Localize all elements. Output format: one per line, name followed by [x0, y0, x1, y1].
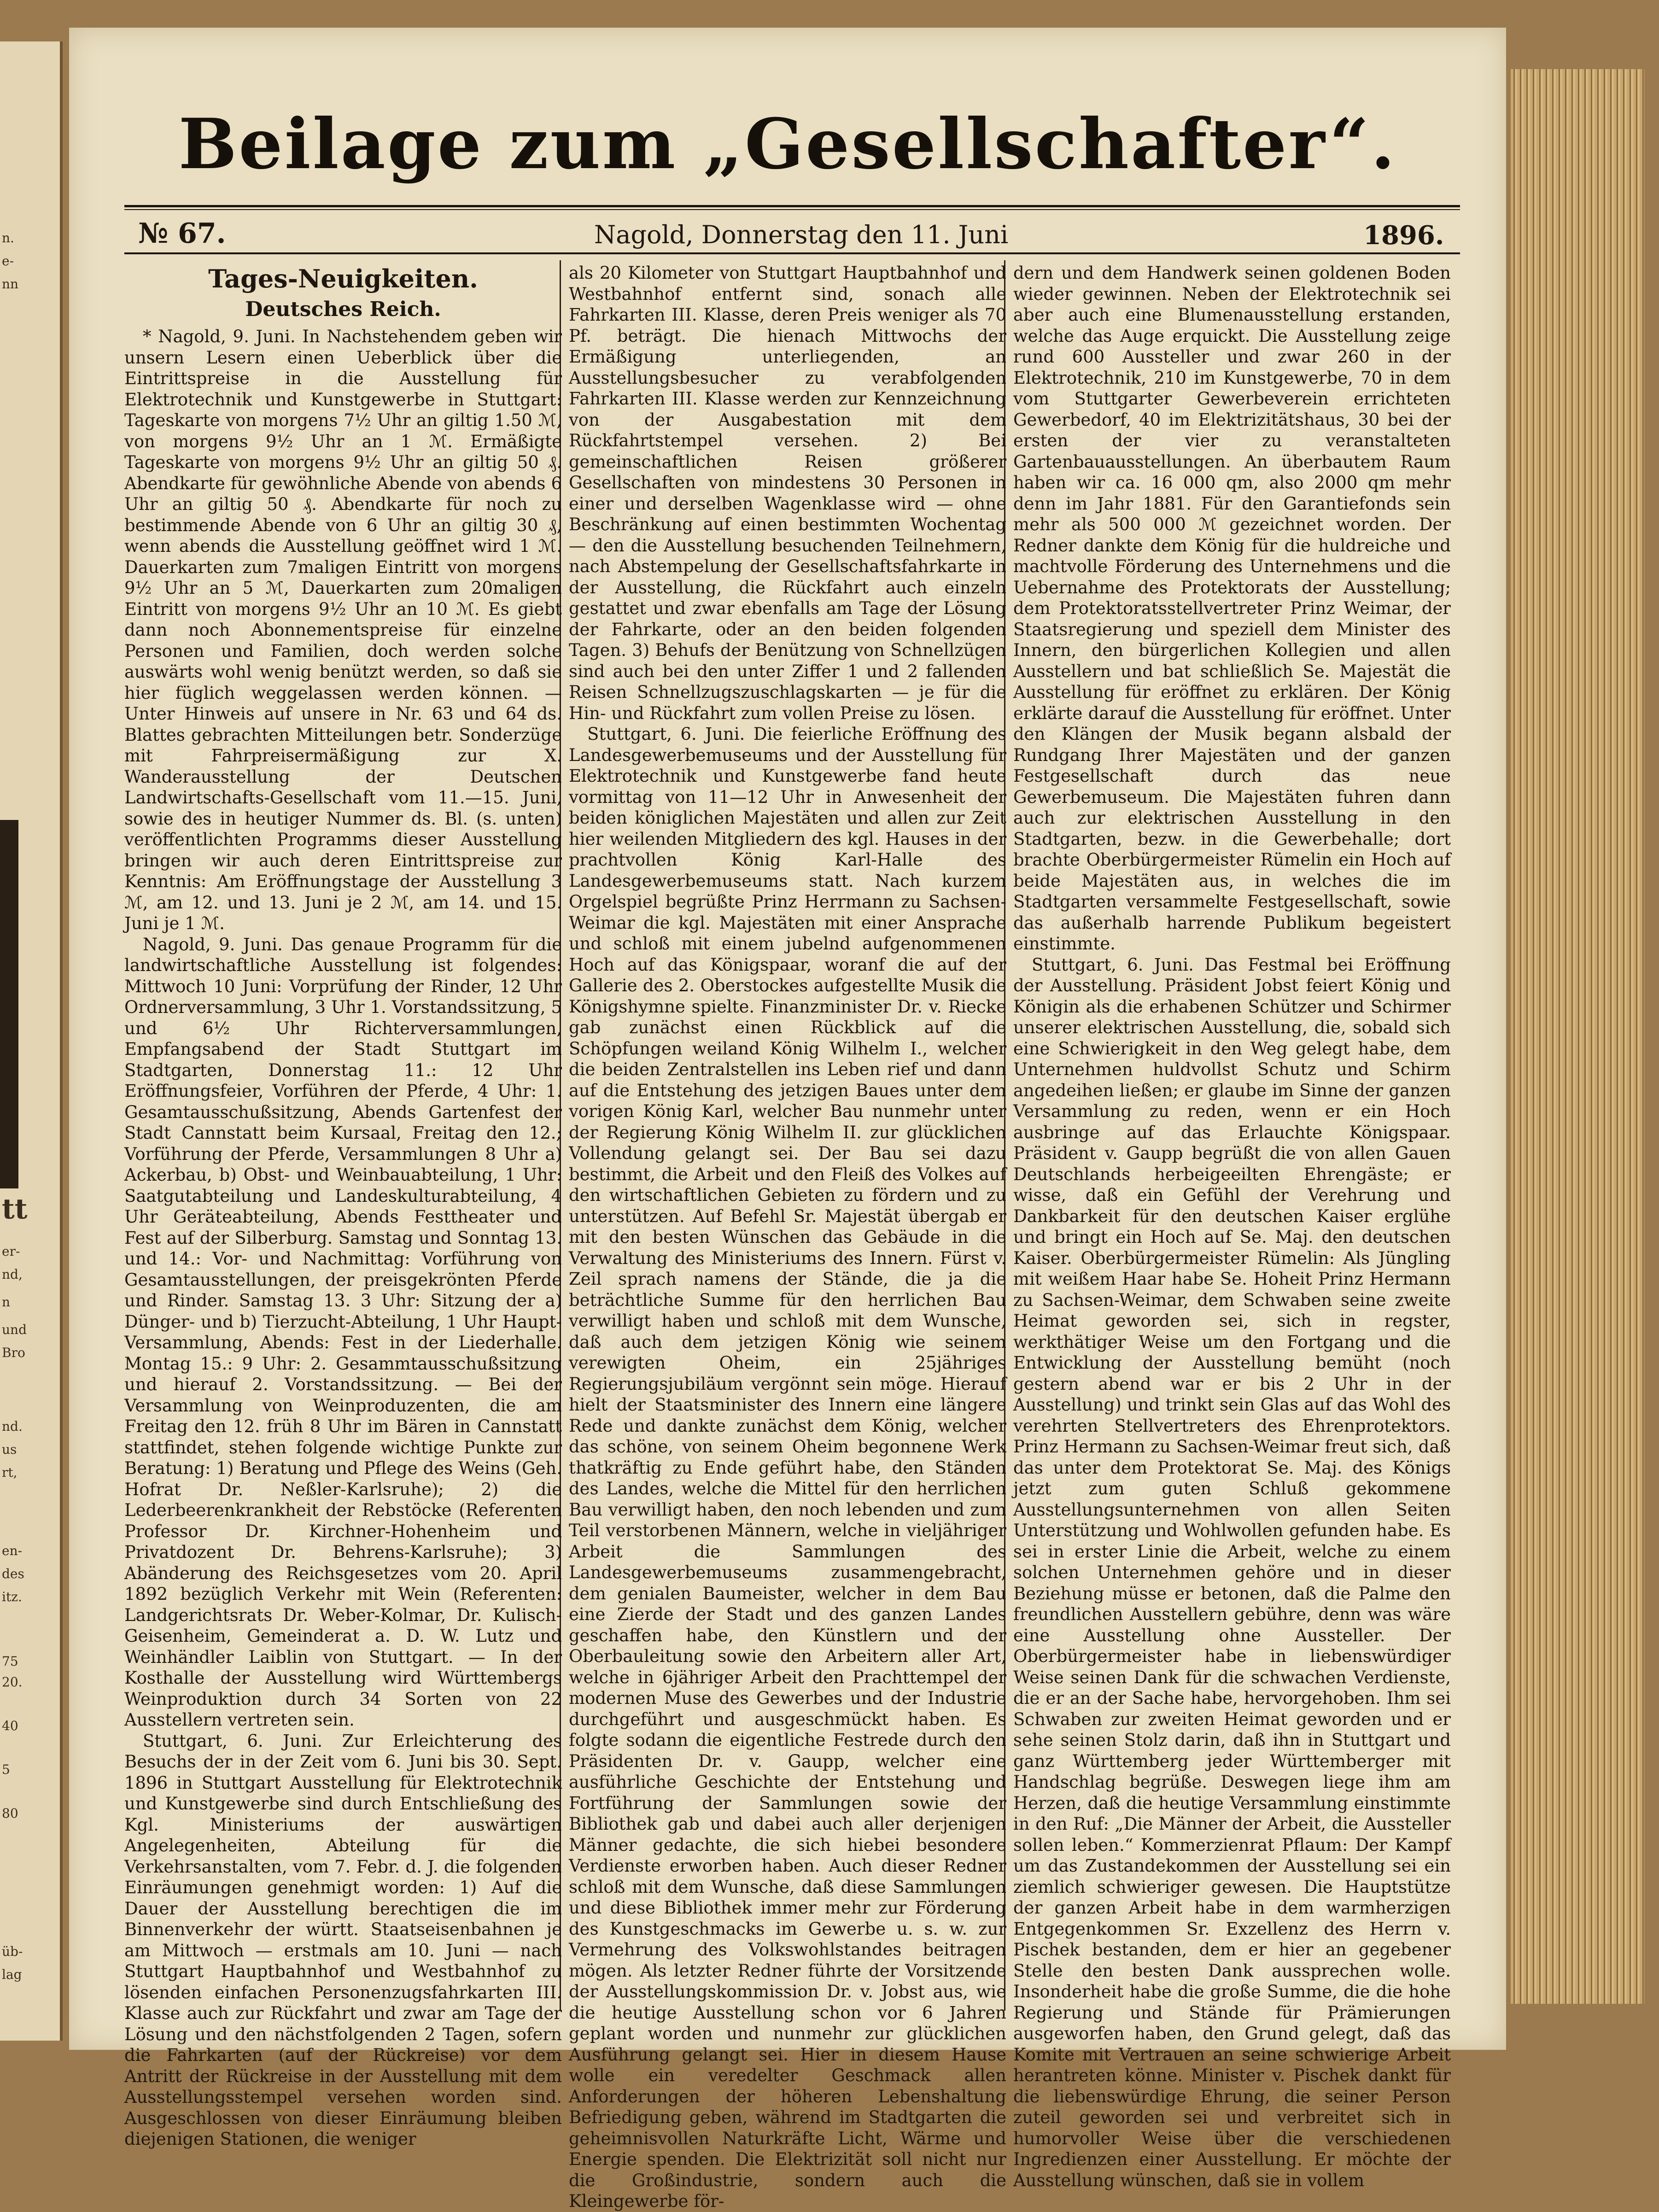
- facing-page-fragment: 40: [2, 1718, 18, 1733]
- facing-page-fragment: nn: [2, 276, 19, 292]
- article-paragraph: Nagold, 9. Juni. Das genaue Programm für die landwirtschaftliche Ausstellung ist folgendes: Mittwoch 10 Juni: Vorprüfung der Rinder, 12 Uhr Ordnerversammlung, 3 Uhr 1. Vorstandssitzung, 5 und 6½ Uhr Richterversammlungen, Empfangsabend der Stadt Stuttgart im Stadtgarten, Donnerstag 11.: 12 Uhr Eröffnungsfeier, Vorführen der Pferde, 4 Uhr: 1. Gesamtausschußsitzung, Abends Gartenfest der Stadt Cannstatt beim Kursaal, Freitag den 12.; Vorführung der Pferde, Versammlungen 8 Uhr a) Ackerbau, b) Obst- und Weinbauabteilung, 1 Uhr: Saatgutabteilung und Landeskulturabteilung, 4 Uhr Geräteabteilung, Abends Festtheater und Fest auf der Silberburg. Samstag und Sonntag 13. und 14.: Vor- und Nachmittag: Vorführung von Gesamtausstellungen, der preisgekrönten Pferde und Rinder. Samstag 13. 3 Uhr: Sitzung der a) Dünger- und b) Tierzucht-Abteilung, 1 Uhr Haupt-Versammlung, Abends: Fest in der Liederhalle. Montag 15.: 9 Uhr: 2. Gesammtausschußsitzung und hierauf 2. Vorstandssitzung. — Bei der Versammlung von Weinproduzenten, die am Freitag den 12. früh 8 Uhr im Bären in Cannstatt stattfindet, stehen folgende wichtige Punkte zur Beratung: 1) Beratung und Pflege des Weins (Geh. Hofrat Dr. Neßler-Karlsruhe); 2) die Lederbeerenkrankheit der Rebstöcke (Referenten Professor Dr. Kirchner-Hohenheim und Privatdozent Dr. Behrens-Karlsruhe); 3) Abänderung des Reichsgesetzes vom 20. April 1892 bezüglich Verkehr mit Wein (Referenten: Landgerichtsrats Dr. Weber-Kolmar, Dr. Kulisch-Geisenheim, Gemeinderat a. D. W. Lutz und Weinhändler Laiblin von Stuttgart. — In der Kosthalle der Ausstellung wird Württembergs Weinproduktion durch 34 Sorten von 22 Ausstellern vertreten sein.: [124, 934, 562, 1730]
- masthead-rule-thin: [124, 209, 1460, 210]
- article-paragraph: Stuttgart, 6. Juni. Zur Erleichterung des Besuchs der in der Zeit vom 6. Juni bis 30. Sept. 1896 in Stuttgart Ausstellung für Elektrotechnik und Kunstgewerbe sind durch Entschließung des Kgl. Ministeriums der auswärtigen Angelegenheiten, Abteilung für die Verkehrsanstalten, vom 7. Febr. d. J. die folgenden Einräumungen genehmigt worden: 1) Auf die Dauer der Ausstellung berechtigen die im Binnenverkehr der württ. Staatseisenbahnen je am Mittwoch — erstmals am 10. Juni — nach Stuttgart Hauptbahnhof und Westbahnhof zu lösenden einfachen Personenzugsfahrkarten III. Klasse auch zur Rückfahrt und zwar am Tage der Lösung und den nächstfolgenden 2 Tagen, sofern die Fahrkarten (auf der Rückreise) vor dem Antritt der Rückreise in der Ausstellung mit dem Ausstellungsstempel versehen worden sind. Ausgeschlossen von dieser Einräumung bleiben diejenigen Stationen, die weniger: [124, 1731, 562, 2149]
- facing-page-fragment: us: [2, 1442, 17, 1457]
- masthead-title: Beilage zum „Gesellschafter“.: [178, 104, 1397, 185]
- facing-page-fragment: nd.: [2, 1419, 23, 1434]
- facing-page-fragment: er-: [2, 1244, 20, 1259]
- facing-page-fragment: 80: [2, 1806, 18, 1821]
- facing-page-fragment: itz.: [2, 1589, 22, 1604]
- facing-page-edge: [0, 41, 63, 2041]
- article-paragraph: Stuttgart, 6. Juni. Die feierliche Eröffnung des Landesgewerbemuseums und der Ausstellung für Elektrotechnik und Kunstgewerbe fand heute vormittag von 11—12 Uhr in Anwesenheit der beiden königlichen Majestäten und allen zur Zeit hier weilenden Mitgliedern des kgl. Hauses in der prachtvollen König Karl-Halle des Landesgewerbemuseums statt. Nach kurzem Orgelspiel begrüßte Prinz Herrmann zu Sachsen-Weimar die kgl. Majestäten mit einer Ansprache und schloß mit einem jubelnd aufgenommenen Hoch auf das Königspaar, woranf die auf der Gallerie des 2. Oberstockes aufgestellte Musik die Königshymne spielte. Finanzminister Dr. v. Riecke gab zunächst einen Rückblick auf die Schöpfungen weiland König Wilhelm I., welcher die beiden Zentralstellen ins Leben rief und dann auf die Entstehung des jetzigen Baues unter dem vorigen König Karl, welcher Bau nunmehr unter der Regierung König Wilhelm II. zur glücklichen Vollendung gelangt sei. Der Bau sei dazu bestimmt, die Arbeit und den Fleiß des Volkes auf den wirtschaftlichen Gebieten zu fördern und zu unterstützen. Auf Befehl Sr. Majestät übergab er mit den besten Wünschen das Gebäude in die Verwaltung des Ministeriums des Innern. Fürst v. Zeil sprach namens der Stände, die ja die beträchtliche Summe für den herrlichen Bau verwilligt haben und schloß mit dem Wunsche, daß auch dem jetzigen König wie seinem verewigten Oheim, ein 25jähriges Regierungsjubiläum vergönnt sein möge. Hierauf hielt der Staatsminister des Innern eine längere Rede und dankte zunächst dem König, welcher das schöne, von seinem Oheim begonnene Werk thatkräftig zu Ende geführt habe, den Ständen des Landes, welche die Mittel für den herrlichen Bau verwilligt haben, den noch lebenden und zum Teil verstorbenen Männern, welche in vieljähriger Arbeit die Sammlungen des Landesgewerbemuseums zusammengebracht, dem genialen Baumeister, welcher in dem Bau eine Zierde der Stadt und des ganzen Landes geschaffen habe, den Künstlern und der Oberbauleitung sowie den Arbeitern aller Art, welche in 6jähriger Arbeit den Prachttempel der modernen Muse des Gewerbes und der Industrie durchgeführt und ausgeschmückt haben. Es folgte sodann die eigentliche Festrede durch den Präsidenten Dr. v. Gaupp, welcher eine ausführliche Geschichte der Entstehung und Fortführung der Sammlungen sowie der Bibliothek gab und dabei auch aller derjenigen Männer gedachte, die sich hiebei besondere Verdienste erworben haben. Auch dieser Redner schloß mit dem Wunsche, daß diese Sammlungen und diese Bibliothek immer mehr zur Förderung des Kunstgeschmacks im Gewerbe u. s. w. zur Vermehrung des Volkswohlstandes beitragen mögen. Als letzter Redner führte der Vorsitzende der Ausstellungskommission Dr. v. Jobst aus, wie die heutige Ausstellung schon vor 6 Jahren geplant worden und nunmehr zur glücklichen Ausführung gelangt sei. Hier in diesem Hause wolle ein veredelter Geschmack allen Anforderungen der höheren Lebenshaltung Befriedigung geben, während im Stadtgarten die geheimnisvollen Naturkräfte Licht, Wärme und Energie spenden. Die Elektrizität soll nicht nur die Großindustrie, sondern auch die Kleingewerbe för-: [569, 724, 1006, 2211]
- article-paragraph: dern und dem Handwerk seinen goldenen Boden wieder gewinnen. Neben der Elektrotechnik sei aber auch eine Blumenausstellung erstanden, welche das Auge erquickt. Die Ausstellung zeige rund 600 Aussteller und zwar 260 in der Elektrotechnik, 210 im Kunstgewerbe, 70 in dem vom Stuttgarter Gewerbeverein errichteten Gewerbedorf, 40 im Elektrizitätshaus, 30 bei der ersten der vier zu veranstalteten Gartenbauausstellungen. An überbautem Raum haben wir ca. 16 000 qm, also 2000 qm mehr denn im Jahr 1881. Für den Garantiefonds sein mehr als 500 000 ℳ gezeichnet worden. Der Redner dankte dem König für die huldreiche und machtvolle Förderung des Unternehmens und die Uebernahme des Protektorats der Ausstellung; dem Protektoratsstellvertreter Prinz Weimar, der Staatsregierung und speziell dem Minister des Innern, den bürgerlichen Kollegien und allen Ausstellern und bat schließlich Se. Majestät die Ausstellung für eröffnet zu erklären. Der König erklärte darauf die Ausstellung für eröffnet. Unter den Klängen der Musik begann alsbald der Rundgang Ihrer Majestäten und der ganzen Festgesellschaft durch das neue Gewerbemuseum. Die Majestäten fuhren dann auch zur elektrischen Ausstellung in den Stadtgarten, bezw. in die Gewerbehalle; dort brachte Oberbürgermeister Rümelin ein Hoch auf beide Majestäten aus, in welches die im Stadtgarten versammelte Festgesellschaft, sowie das außerhalb harrende Publikum begeistert einstimmte.: [1013, 263, 1451, 954]
- issue-place-date: Nagold, Donnerstag den 11. Juni: [594, 220, 1009, 249]
- header-rule-bottom: [124, 252, 1460, 254]
- article-column-1: [124, 263, 562, 2149]
- facing-page-fragment: e-: [2, 253, 14, 269]
- facing-page-fragment: lag: [2, 1967, 22, 1982]
- article-column-2: [569, 263, 1006, 2211]
- facing-page-fragment: und: [2, 1322, 27, 1337]
- article-paragraph: * Nagold, 9. Juni. In Nachstehendem geben wir unsern Lesern einen Ueberblick über die Eintrittspreise in die Ausstellung für Elektrotechnik und Kunstgewerbe in Stuttgart: Tageskarte von morgens 7½ Uhr an giltig 1.50 ℳ, von morgens 9½ Uhr an 1 ℳ. Ermäßigte Tageskarte von morgens 9½ Uhr an giltig 50 ₰. Abendkarte für gewöhnliche Abende von abends 6 Uhr an giltig 50 ₰. Abendkarte für noch zu bestimmende Abende von 6 Uhr an giltig 30 ₰, wenn abends die Ausstellung geöffnet wird 1 ℳ. Dauerkarten zum 7maligen Eintritt von morgens 9½ Uhr an 5 ℳ, Dauerkarten zum 20maligen Eintritt von morgens 9½ Uhr an 10 ℳ. Es giebt dann noch Abonnementspreise für einzelne Personen und Familien, doch werden solche auswärts wohl wenig benützt werden, so daß sie hier füglich weggelassen werden können. — Unter Hinweis auf unsere in Nr. 63 und 64 ds. Blattes gebrachten Mitteilungen betr. Sonderzüge mit Fahrpreisermäßigung zur X. Wanderausstellung der Deutschen Landwirtschafts-Gesellschaft vom 11.—15. Juni, sowie des in heutiger Nummer ds. Bl. (s. unten) veröffentlichten Programms dieser Ausstellung bringen wir auch deren Eintrittspreise zur Kenntnis: Am Eröffnungstage der Ausstellung 3 ℳ, am 12. und 13. Juni je 2 ℳ, am 14. und 15. Juni je 1 ℳ.: [124, 327, 562, 933]
- facing-page-fragment: n.: [2, 230, 14, 246]
- masthead-rule-top: [124, 205, 1460, 207]
- facing-page-fragment: nd,: [2, 1267, 23, 1282]
- facing-page-fragment: 75: [2, 1654, 18, 1669]
- facing-page-fragment: üb-: [2, 1944, 23, 1959]
- article-paragraph: Stuttgart, 6. Juni. Das Festmal bei Eröffnung der Ausstellung. Präsident Jobst feiert König und Königin als die erhabenen Schützer und Schirmer unserer elektrischen Ausstellung, die, sobald sich eine Schwierigkeit in den Weg gelegt habe, dem Unternehmen huldvollst Schutz und Schirm angedeihen ließen; er glaube im Sinne der ganzen Versammlung zu reden, wenn er ein Hoch ausbringe auf das Erlauchte Königspaar. Präsident v. Gaupp begrüßt die von allen Gauen Deutschlands herbeigeeilten Ehrengäste; er wisse, daß ein Gefühl der Verehrung und Dankbarkeit für den deutschen Kaiser erglühe und bringt ein Hoch auf Se. Maj. den deutschen Kaiser. Oberbürgermeister Rümelin: Als Jüngling mit weißem Haar habe Se. Hoheit Prinz Hermann zu Sachsen-Weimar, dem Schwaben seine zweite Heimat geworden sei, sich in regster, werkthätiger Weise um den Fortgang und die Entwicklung der Ausstellung bemüht (noch gestern abend war er bis 2 Uhr in der Ausstellung) und trinkt sein Glas auf das Wohl des verehrten Stellvertreters des Ehrenprotektors. Prinz Hermann zu Sachsen-Weimar freut sich, daß das unter dem Protektorat Se. Maj. des Königs jetzt zum guten Schluß gekommene Ausstellungsunternehmen von allen Seiten Unterstützung und Wohlwollen gefunden habe. Es sei in erster Linie die Arbeit, welche zu einem solchen Unternehmen gehöre und in dieser Beziehung müsse er betonen, daß die Palme den freundlichen Ausstellern gebühre, denn was wäre eine Ausstellung ohne Aussteller. Der Oberbürgermeister habe in liebenswürdiger Weise seinen Dank für die schwachen Verdienste, die er an der Sache habe, hervorgehoben. Ihm sei Schwaben zur zweiten Heimat geworden und er sehe seinen Stolz darin, daß ihn in Stuttgart und ganz Württemberg jeder Württemberger mit Handschlag begrüße. Deswegen liege ihm am Herzen, daß die heutige Versammlung einstimmte in den Ruf: „Die Männer der Arbeit, die Aussteller sollen leben.“ Kommerzienrat Pflaum: Der Kampf um das Zustandekommen der Ausstellung sei ein ziemlich schwieriger gewesen. Die Hauptstütze der ganzen Arbeit habe in dem warmherzigen Entgegenkommen Sr. Exzellenz des Herrn v. Pischek bestanden, dem er hier an gegebener Stelle den besten Dank aussprechen wolle. Insonderheit habe die große Summe, die die hohe Regierung und Stände für Prämierungen ausgeworfen haben, den Grund gelegt, daß das Komite mit Vertrauen an seine schwierige Arbeit herantreten könne. Minister v. Pischek dankt für die liebenswürdige Ehrung, die seiner Person zuteil geworden sei und verbreitet sich in humorvoller Weise über die verschiedenen Ingredienzen einer Ausstellung. Er möchte der Ausstellung wünschen, daß sie in vollem: [1013, 954, 1451, 2190]
- facing-page-fragment: 5: [2, 1762, 10, 1777]
- facing-page-fragment: 20.: [2, 1674, 23, 1690]
- facing-page-fragment: rt,: [2, 1465, 18, 1480]
- facing-page-fragment: tt: [2, 1193, 28, 1225]
- section-heading: Tages-Neuigkeiten.: [208, 264, 478, 293]
- section-subheading: Deutsches Reich.: [245, 298, 441, 321]
- facing-page-dark-block: [0, 820, 18, 1188]
- newspaper-page: [69, 28, 1506, 2211]
- article-column-3: [1013, 263, 1451, 2190]
- facing-page-fragment: Bro: [2, 1345, 25, 1360]
- facing-page-fragment: des: [2, 1566, 24, 1581]
- article-paragraph: als 20 Kilometer von Stuttgart Hauptbahnhof und Westbahnhof entfernt sind, sonach alle Fahrkarten III. Klasse, deren Preis weniger als 70 Pf. beträgt. Die hienach Mittwochs der Ermäßigung unterliegenden, an Ausstellungsbesucher zu verabfolgenden Fahrkarten III. Klasse werden zur Kennzeichnung von der Ausgabestation mit dem Rückfahrtstempel versehen. 2) Bei gemeinschaftlichen Reisen größerer Gesellschaften von mindestens 30 Personen in einer und derselben Wagenklasse wird — ohne Beschränkung auf einen bestimmten Wochentag — den die Ausstellung besuchenden Teilnehmern, nach Abstempelung der Gesellschaftsfahrkarte in der Ausstellung, die Rückfahrt auch einzeln gestattet und zwar ebenfalls am Tage der Lösung der Fahrkarte, oder an den beiden folgenden Tagen. 3) Behufs der Benützung von Schnellzügen sind auch bei den unter Ziffer 1 und 2 fallenden Reisen Schnellzugszuschlagskarten — je für die Hin- und Rückfahrt zum vollen Preise zu lösen.: [569, 263, 1006, 723]
- issue-number: № 67.: [138, 217, 226, 250]
- issue-year: 1896.: [1363, 220, 1444, 251]
- facing-page-fragment: n: [2, 1294, 11, 1310]
- book-page-edges: [1511, 69, 1644, 2004]
- facing-page-fragment: en-: [2, 1543, 23, 1558]
